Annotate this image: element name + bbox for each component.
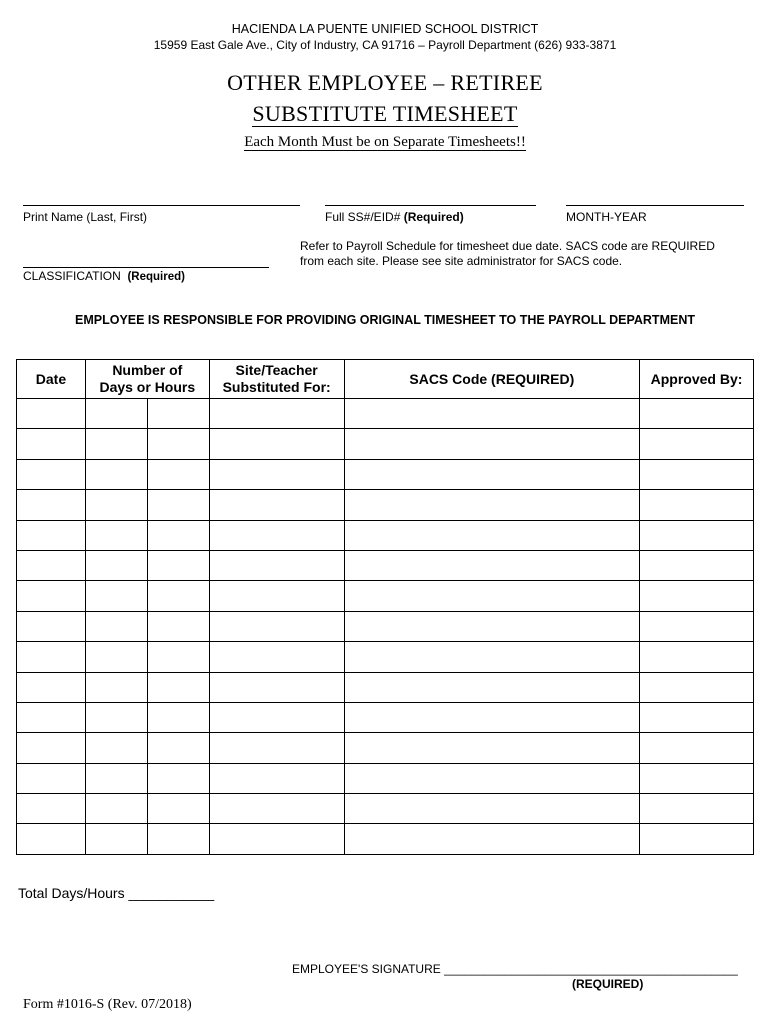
date-cell[interactable] (17, 642, 86, 672)
days-cell[interactable] (85, 672, 147, 702)
days-cell[interactable] (85, 794, 147, 824)
print-name-label: Print Name (Last, First) (23, 210, 148, 224)
date-cell[interactable] (17, 490, 86, 520)
header-date: Date (17, 360, 86, 399)
sacs-code-cell[interactable] (344, 399, 639, 429)
days-cell[interactable] (85, 824, 147, 854)
table-row (17, 399, 754, 429)
approved-by-cell[interactable] (640, 702, 754, 732)
site-teacher-cell[interactable] (209, 824, 344, 854)
hours-cell[interactable] (147, 550, 209, 580)
date-cell[interactable] (17, 824, 86, 854)
table-body (17, 399, 754, 855)
approved-by-cell[interactable] (640, 794, 754, 824)
date-cell[interactable] (17, 672, 86, 702)
responsibility-notice: EMPLOYEE IS RESPONSIBLE FOR PROVIDING ORIGINAL TIMESHEET TO THE PAYROLL DEPARTMENT (75, 313, 695, 327)
month-year-field[interactable] (566, 205, 744, 206)
hours-cell[interactable] (147, 672, 209, 702)
site-teacher-cell[interactable] (209, 733, 344, 763)
form-title-line1: OTHER EMPLOYEE – RETIREE (227, 70, 543, 95)
date-cell[interactable] (17, 399, 86, 429)
sacs-code-cell[interactable] (344, 702, 639, 732)
sacs-code-cell[interactable] (344, 581, 639, 611)
days-cell[interactable] (85, 763, 147, 793)
sacs-code-cell[interactable] (344, 763, 639, 793)
sacs-code-cell[interactable] (344, 611, 639, 641)
payroll-note-line2: from each site. Please see site administrator for SACS code. (300, 254, 623, 268)
hours-cell[interactable] (147, 824, 209, 854)
hours-cell[interactable] (147, 429, 209, 459)
sacs-code-cell[interactable] (344, 794, 639, 824)
site-teacher-cell[interactable] (209, 459, 344, 489)
hours-cell[interactable] (147, 399, 209, 429)
table-row (17, 550, 754, 580)
hours-cell[interactable] (147, 763, 209, 793)
sacs-code-cell[interactable] (344, 429, 639, 459)
ss-eid-label-text: Full SS#/EID# (325, 210, 401, 224)
sacs-code-cell[interactable] (344, 459, 639, 489)
hours-cell[interactable] (147, 794, 209, 824)
table-row (17, 824, 754, 854)
hours-cell[interactable] (147, 642, 209, 672)
approved-by-cell[interactable] (640, 550, 754, 580)
hours-cell[interactable] (147, 611, 209, 641)
site-teacher-cell[interactable] (209, 429, 344, 459)
ss-eid-label (325, 210, 464, 224)
days-cell[interactable] (85, 581, 147, 611)
approved-by-cell[interactable] (640, 459, 754, 489)
approved-by-cell[interactable] (640, 824, 754, 854)
table-row (17, 429, 754, 459)
print-name-field[interactable] (23, 205, 300, 206)
month-year-label: MONTH-YEAR (566, 210, 647, 224)
hours-cell[interactable] (147, 581, 209, 611)
days-cell[interactable] (85, 642, 147, 672)
table-row (17, 642, 754, 672)
form-subtitle-text: Each Month Must be on Separate Timesheets!! (244, 134, 526, 150)
approved-by-cell[interactable] (640, 642, 754, 672)
signature-required: (REQUIRED) (572, 977, 644, 991)
site-teacher-cell[interactable] (209, 550, 344, 580)
date-cell[interactable] (17, 611, 86, 641)
form-subtitle (0, 134, 770, 151)
classification-field[interactable] (23, 267, 269, 268)
date-cell[interactable] (17, 702, 86, 732)
form-title-line2 (0, 101, 770, 127)
hours-cell[interactable] (147, 702, 209, 732)
date-cell[interactable] (17, 794, 86, 824)
sacs-code-cell[interactable] (344, 642, 639, 672)
table-row (17, 611, 754, 641)
date-cell[interactable] (17, 733, 86, 763)
date-cell[interactable] (17, 520, 86, 550)
table-row (17, 702, 754, 732)
district-address: 15959 East Gale Ave., City of Industry, CA 91716 – Payroll Department (626) 933-3871 (153, 38, 617, 52)
hours-cell[interactable] (147, 520, 209, 550)
ss-eid-required: (Required) (403, 210, 464, 224)
hours-cell[interactable] (147, 459, 209, 489)
site-teacher-cell[interactable] (209, 520, 344, 550)
site-teacher-cell[interactable] (209, 672, 344, 702)
days-cell[interactable] (85, 550, 147, 580)
header-sacs-code: SACS Code (REQUIRED) (344, 360, 639, 399)
form-number: Form #1016-S (Rev. 07/2018) (23, 997, 192, 1012)
sacs-code-cell[interactable] (344, 824, 639, 854)
site-teacher-cell[interactable] (209, 490, 344, 520)
total-days-hours[interactable]: Total Days/Hours ___________ (18, 885, 215, 901)
approved-by-cell[interactable] (640, 581, 754, 611)
site-teacher-cell[interactable] (209, 611, 344, 641)
payroll-note (300, 239, 750, 269)
table-row (17, 520, 754, 550)
approved-by-cell[interactable] (640, 490, 754, 520)
date-cell[interactable] (17, 550, 86, 580)
table-row (17, 794, 754, 824)
timesheet-table (16, 359, 754, 855)
sacs-code-cell[interactable] (344, 490, 639, 520)
site-teacher-cell[interactable] (209, 642, 344, 672)
sacs-code-cell[interactable] (344, 733, 639, 763)
days-cell[interactable] (85, 399, 147, 429)
days-cell[interactable] (85, 520, 147, 550)
header-site-teacher-line2: Substituted For: (222, 379, 331, 395)
approved-by-cell[interactable] (640, 672, 754, 702)
header-approved-by: Approved By: (640, 360, 754, 399)
hours-cell[interactable] (147, 490, 209, 520)
header-days-hours-line1: Number of (112, 362, 183, 378)
payroll-note-line1: Refer to Payroll Schedule for timesheet due date. SACS code are REQUIRED (300, 239, 715, 253)
header-site-teacher-line1: Site/Teacher (235, 362, 318, 378)
days-cell[interactable] (85, 490, 147, 520)
approved-by-cell[interactable] (640, 611, 754, 641)
days-cell[interactable] (85, 429, 147, 459)
date-cell[interactable] (17, 581, 86, 611)
form-title-line2-text: SUBSTITUTE TIMESHEET (252, 101, 518, 126)
site-teacher-cell[interactable] (209, 399, 344, 429)
classification-label-text: CLASSIFICATION (23, 269, 121, 283)
sacs-code-cell[interactable] (344, 520, 639, 550)
header-site-teacher (209, 360, 344, 399)
sacs-code-cell[interactable] (344, 550, 639, 580)
table-header-row (17, 360, 754, 399)
classification-label (23, 269, 185, 283)
days-cell[interactable] (85, 459, 147, 489)
site-teacher-cell[interactable] (209, 794, 344, 824)
approved-by-cell[interactable] (640, 733, 754, 763)
employee-signature[interactable]: EMPLOYEE'S SIGNATURE ____________________________________________ (292, 962, 738, 976)
date-cell[interactable] (17, 429, 86, 459)
site-teacher-cell[interactable] (209, 581, 344, 611)
ss-eid-field[interactable] (325, 205, 536, 206)
site-teacher-cell[interactable] (209, 763, 344, 793)
table-row (17, 581, 754, 611)
hours-cell[interactable] (147, 733, 209, 763)
district-name: HACIENDA LA PUENTE UNIFIED SCHOOL DISTRICT (231, 22, 539, 36)
header-days-hours (85, 360, 209, 399)
days-cell[interactable] (85, 611, 147, 641)
date-cell[interactable] (17, 763, 86, 793)
approved-by-cell[interactable] (640, 429, 754, 459)
header-days-hours-line2: Days or Hours (99, 379, 196, 395)
table-row (17, 459, 754, 489)
date-cell[interactable] (17, 459, 86, 489)
site-teacher-cell[interactable] (209, 702, 344, 732)
approved-by-cell[interactable] (640, 520, 754, 550)
days-cell[interactable] (85, 702, 147, 732)
classification-required: (Required) (127, 271, 185, 283)
table-row (17, 490, 754, 520)
sacs-code-cell[interactable] (344, 672, 639, 702)
approved-by-cell[interactable] (640, 763, 754, 793)
table-row (17, 672, 754, 702)
days-cell[interactable] (85, 733, 147, 763)
table-row (17, 763, 754, 793)
approved-by-cell[interactable] (640, 399, 754, 429)
table-row (17, 733, 754, 763)
